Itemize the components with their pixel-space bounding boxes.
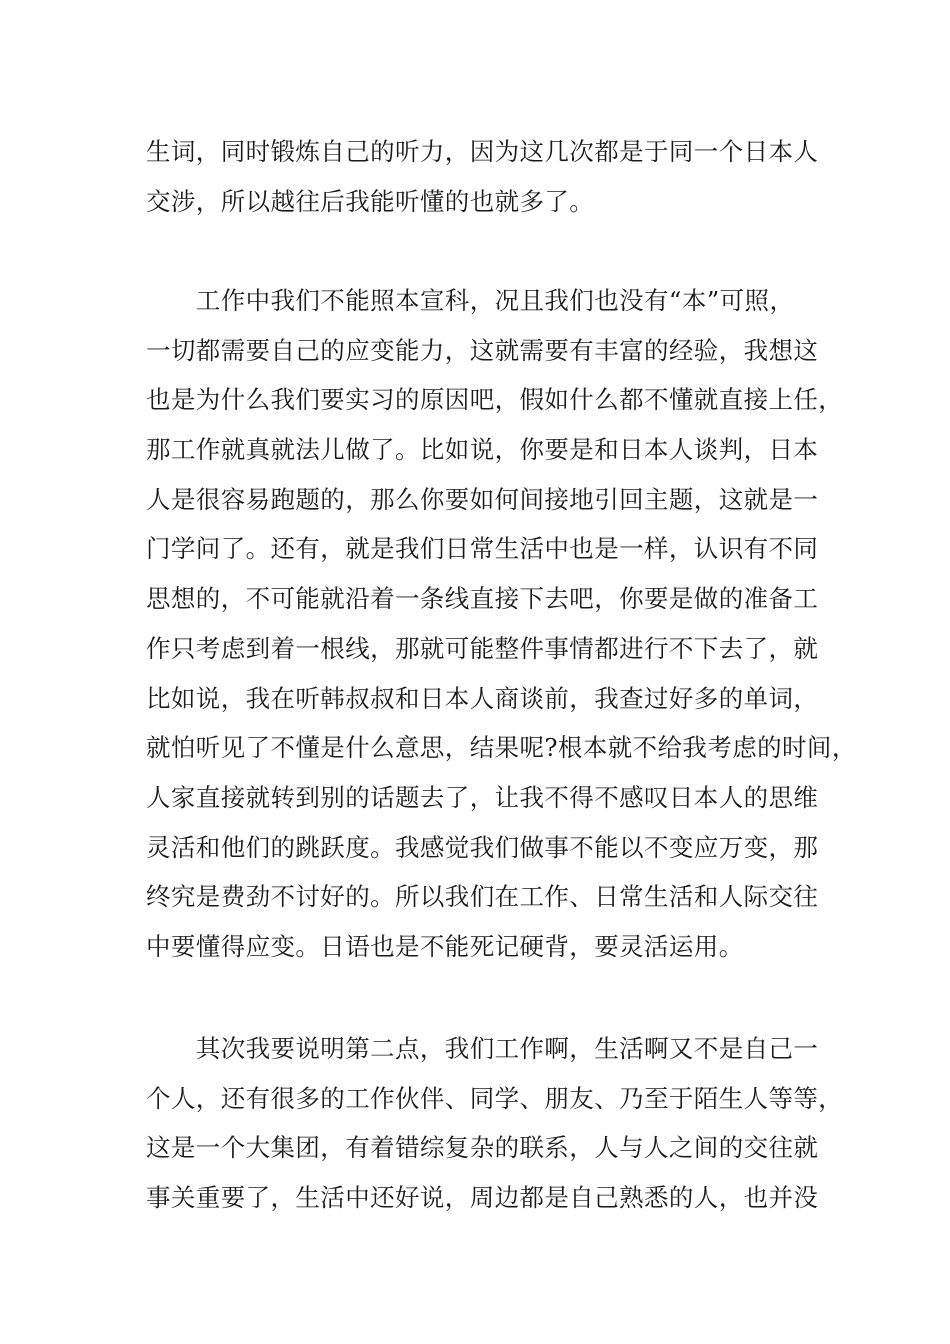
text-line: 交涉，所以越往后我能听懂的也就多了。 [146, 186, 595, 216]
text-line: 一切都需要自己的应变能力，这就需要有丰富的经验，我想这 [146, 335, 819, 365]
text-line: 思想的，不可能就沿着一条线直接下去吧，你要是做的准备工 [146, 584, 819, 614]
text-line: 作只考虑到着一根线，那就可能整件事情都进行不下去了，就 [146, 633, 819, 663]
text-line: 其次我要说明第二点，我们工作啊，生活啊又不是自己一 [146, 1034, 819, 1063]
text-line: 终究是费劲不讨好的。所以我们在工作、日常生活和人际交往 [146, 882, 819, 912]
text-line: 人是很容易跑题的，那么你要如何间接地引回主题，这就是一 [146, 484, 819, 514]
text-line: 生词，同时锻炼自己的听力，因为这几次都是于同一个日本人 [146, 137, 819, 166]
text-line: 灵活和他们的跳跃度。我感觉我们做事不能以不变应万变，那 [146, 832, 819, 862]
text-line: 人家直接就转到别的话题去了，让我不得不感叹日本人的思维 [146, 782, 819, 812]
paragraph-1 [146, 127, 819, 226]
text-line: 工作中我们不能照本宣科，况且我们也没有“本”可照， [146, 286, 795, 315]
paragraph-2 [146, 276, 857, 972]
text-line: 那工作就真就法儿做了。比如说，你要是和日本人谈判，日本 [146, 435, 819, 465]
text-line: 比如说，我在听韩叔叔和日本人商谈前，我查过好多的单词， [146, 683, 819, 713]
paragraph-3 [146, 1024, 844, 1223]
text-line: 个人，还有很多的工作伙伴、同学、朋友、乃至于陌生人等等， [146, 1083, 844, 1113]
text-line: 中要懂得应变。日语也是不能死记硬背，要灵活运用。 [146, 931, 744, 961]
text-line: 这是一个大集团，有着错综复杂的联系，人与人之间的交往就 [146, 1133, 819, 1163]
text-line: 门学问了。还有，就是我们日常生活中也是一样，认识有不同 [146, 534, 819, 564]
text-line: 事关重要了，生活中还好说，周边都是自己熟悉的人，也并没 [146, 1183, 819, 1213]
text-line: 也是为什么我们要实习的原因吧，假如什么都不懂就直接上任， [146, 385, 844, 415]
text-line: 就怕听见了不懂是什么意思，结果呢?根本就不给我考虑的时间， [146, 733, 857, 763]
